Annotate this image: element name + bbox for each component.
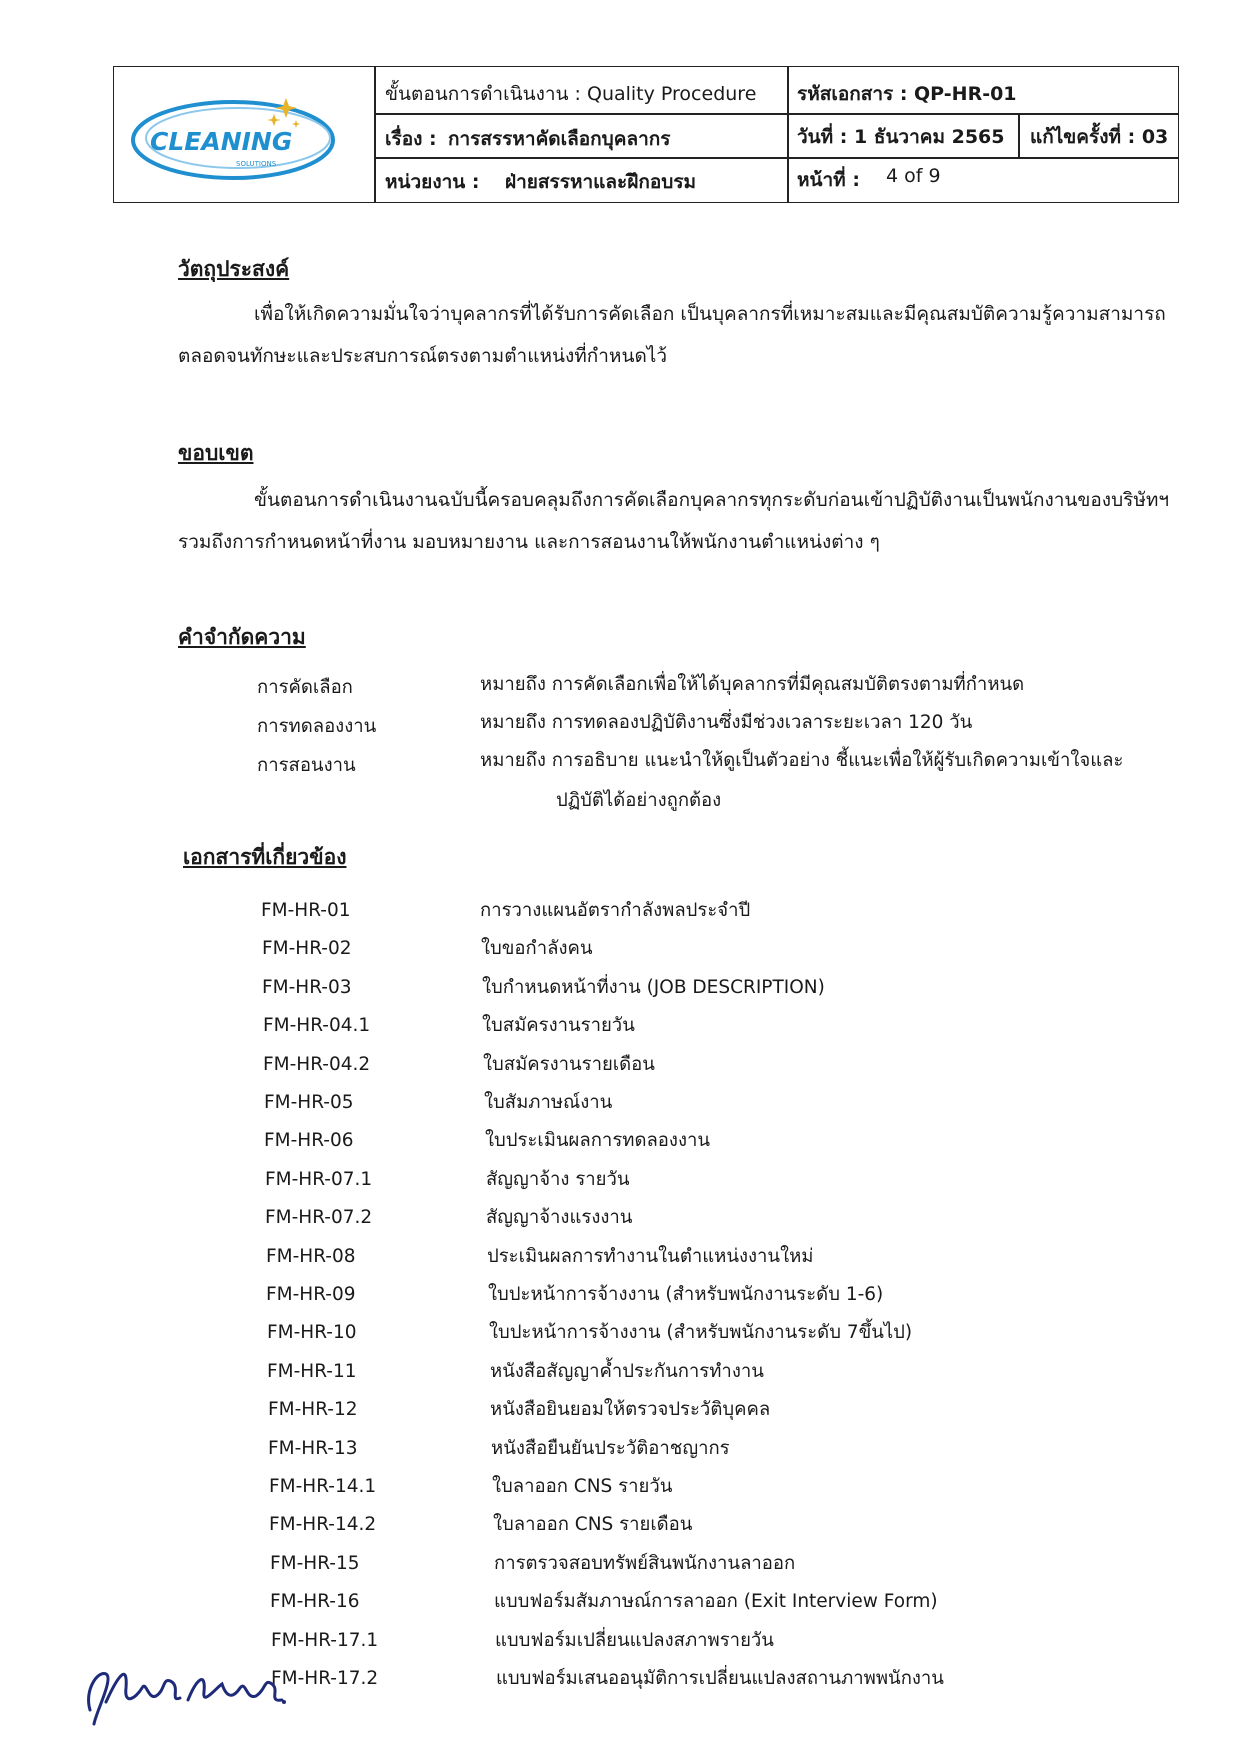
scope-text-line: ขั้นตอนการดำเนินงานฉบับนี้ครอบคลุมถึงการคัดเลือกบุคลากรทุกระดับก่อนเข้าปฏิบัติงานเป็นพนักงานของบริษัทฯ xyxy=(254,489,1170,511)
definition-meaning: หมายถึง การอธิบาย แนะนำให้ดูเป็นตัวอย่าง ชี้แนะเพื่อให้ผู้รับเกิดความเข้าใจและ xyxy=(480,750,1124,771)
header-divider xyxy=(787,66,789,203)
doc-name: การวางแผนอัตรากำลังพลประจำปี xyxy=(480,900,751,921)
scope-heading: ขอบเขต xyxy=(178,441,254,465)
doc-code: FM-HR-13 xyxy=(268,1438,358,1459)
doc-code: FM-HR-10 xyxy=(267,1322,357,1343)
doc-name: ประเมินผลการทำงานในตำแหน่งงานใหม่ xyxy=(487,1246,814,1267)
definition-term: การทดลองงาน xyxy=(257,716,377,737)
logo-subtext: SOLUTIONS xyxy=(236,160,277,168)
subject-label: เรื่อง : xyxy=(385,128,437,150)
doc-name: การตรวจสอบทรัพย์สินพนักงานลาออก xyxy=(494,1553,796,1574)
doc-name: สัญญาจ้าง รายวัน xyxy=(486,1169,630,1190)
doc-code: FM-HR-14.2 xyxy=(269,1514,377,1535)
sparkle-icon xyxy=(267,114,281,126)
handwritten-signature xyxy=(76,1640,296,1730)
doc-name: ใบสัมภาษณ์งาน xyxy=(484,1092,613,1113)
revision-number: แก้ไขครั้งที่ : 03 xyxy=(1030,126,1169,148)
page-number: 4 of 9 xyxy=(886,165,941,187)
doc-name: ใบประเมินผลการทดลองงาน xyxy=(485,1130,711,1151)
doc-name: ใบลาออก CNS รายวัน xyxy=(492,1476,673,1497)
page-label: หน้าที่ : xyxy=(797,169,860,191)
doc-name: หนังสือสัญญาค้ำประกันการทำงาน xyxy=(490,1361,764,1382)
sparkle-icon xyxy=(292,120,300,128)
objective-text-line: เพื่อให้เกิดความมั่นใจว่าบุคลากรที่ได้รับการคัดเลือก เป็นบุคลากรที่เหมาะสมและมีคุณสมบัติความรู้ความสามารถ xyxy=(254,303,1166,325)
document-code: รหัสเอกสาร : QP-HR-01 xyxy=(797,83,1017,105)
doc-code: FM-HR-03 xyxy=(262,977,352,998)
doc-code: FM-HR-09 xyxy=(266,1284,356,1305)
doc-name: แบบฟอร์มสัมภาษณ์การลาออก (Exit Interview Form) xyxy=(494,1591,938,1612)
doc-name: แบบฟอร์มเปลี่ยนแปลงสภาพรายวัน xyxy=(495,1630,774,1651)
effective-date: วันที่ : 1 ธันวาคม 2565 xyxy=(797,126,1005,148)
doc-code: FM-HR-14.1 xyxy=(269,1476,377,1497)
doc-code: FM-HR-02 xyxy=(262,938,352,959)
definition-meaning: หมายถึง การคัดเลือกเพื่อให้ได้บุคลากรที่มีคุณสมบัติตรงตามที่กำหนด xyxy=(480,674,1025,695)
doc-code: FM-HR-17.1 xyxy=(271,1630,379,1651)
doc-name: ใบลาออก CNS รายเดือน xyxy=(493,1514,693,1535)
definition-meaning-continued: ปฏิบัติได้อย่างถูกต้อง xyxy=(556,790,722,811)
doc-name: หนังสือยืนยันประวัติอาชญากร xyxy=(491,1438,730,1459)
doc-name: หนังสือยินยอมให้ตรวจประวัติบุคคล xyxy=(490,1399,771,1420)
doc-code: FM-HR-11 xyxy=(267,1361,357,1382)
definition-term: การคัดเลือก xyxy=(257,677,353,698)
doc-name: ใบปะหน้าการจ้างงาน (สำหรับพนักงานระดับ 1-6) xyxy=(488,1284,884,1305)
doc-name: ใบสมัครงานรายวัน xyxy=(482,1015,635,1036)
doc-code: FM-HR-15 xyxy=(270,1553,360,1574)
doc-code: FM-HR-07.1 xyxy=(265,1169,373,1190)
definition-meaning: หมายถึง การทดลองปฏิบัติงานซึ่งมีช่วงเวลาระยะเวลา 120 วัน xyxy=(480,712,973,733)
unit-label: หน่วยงาน : xyxy=(385,171,480,193)
doc-name: แบบฟอร์มเสนออนุมัติการเปลี่ยนแปลงสถานภาพพนักงาน xyxy=(496,1668,944,1689)
objective-heading: วัตถุประสงค์ xyxy=(178,257,290,281)
doc-code: FM-HR-01 xyxy=(261,900,351,921)
unit-name: ฝ่ายสรรหาและฝึกอบรม xyxy=(505,171,697,193)
company-logo xyxy=(128,84,348,184)
definitions-heading: คำจำกัดความ xyxy=(178,625,306,649)
doc-code: FM-HR-04.1 xyxy=(263,1015,371,1036)
header-divider xyxy=(1018,113,1020,157)
doc-code: FM-HR-08 xyxy=(266,1246,356,1267)
doc-code: FM-HR-06 xyxy=(264,1130,354,1151)
header-divider xyxy=(374,113,1179,115)
header-divider xyxy=(374,66,376,203)
doc-code: FM-HR-17.2 xyxy=(271,1668,379,1689)
doc-name: ใบสมัครงานรายเดือน xyxy=(483,1054,655,1075)
objective-text-line: ตลอดจนทักษะและประสบการณ์ตรงตามตำแหน่งที่กำหนดไว้ xyxy=(178,345,668,367)
header-divider xyxy=(374,157,1179,159)
doc-code: FM-HR-16 xyxy=(270,1591,360,1612)
doc-name: ใบกำหนดหน้าที่งาน (JOB DESCRIPTION) xyxy=(482,977,825,998)
doc-code: FM-HR-05 xyxy=(264,1092,354,1113)
procedure-title: ขั้นตอนการดำเนินงาน : Quality Procedure xyxy=(385,83,757,105)
subject-title: การสรรหาคัดเลือกบุคลากร xyxy=(448,128,671,150)
definition-term: การสอนงาน xyxy=(257,755,356,776)
related-docs-heading: เอกสารที่เกี่ยวข้อง xyxy=(183,845,347,869)
doc-name: ใบขอกำลังคน xyxy=(481,938,593,959)
doc-code: FM-HR-07.2 xyxy=(265,1207,373,1228)
doc-code: FM-HR-12 xyxy=(268,1399,358,1420)
scope-text-line: รวมถึงการกำหนดหน้าที่งาน มอบหมายงาน และการสอนงานให้พนักงานตำแหน่งต่าง ๆ xyxy=(178,531,880,553)
doc-name: สัญญาจ้างแรงงาน xyxy=(486,1207,633,1228)
logo-wordmark: CLEANING xyxy=(150,127,293,156)
doc-code: FM-HR-04.2 xyxy=(263,1054,371,1075)
doc-name: ใบปะหน้าการจ้างงาน (สำหรับพนักงานระดับ 7ขึ้นไป) xyxy=(489,1322,913,1343)
